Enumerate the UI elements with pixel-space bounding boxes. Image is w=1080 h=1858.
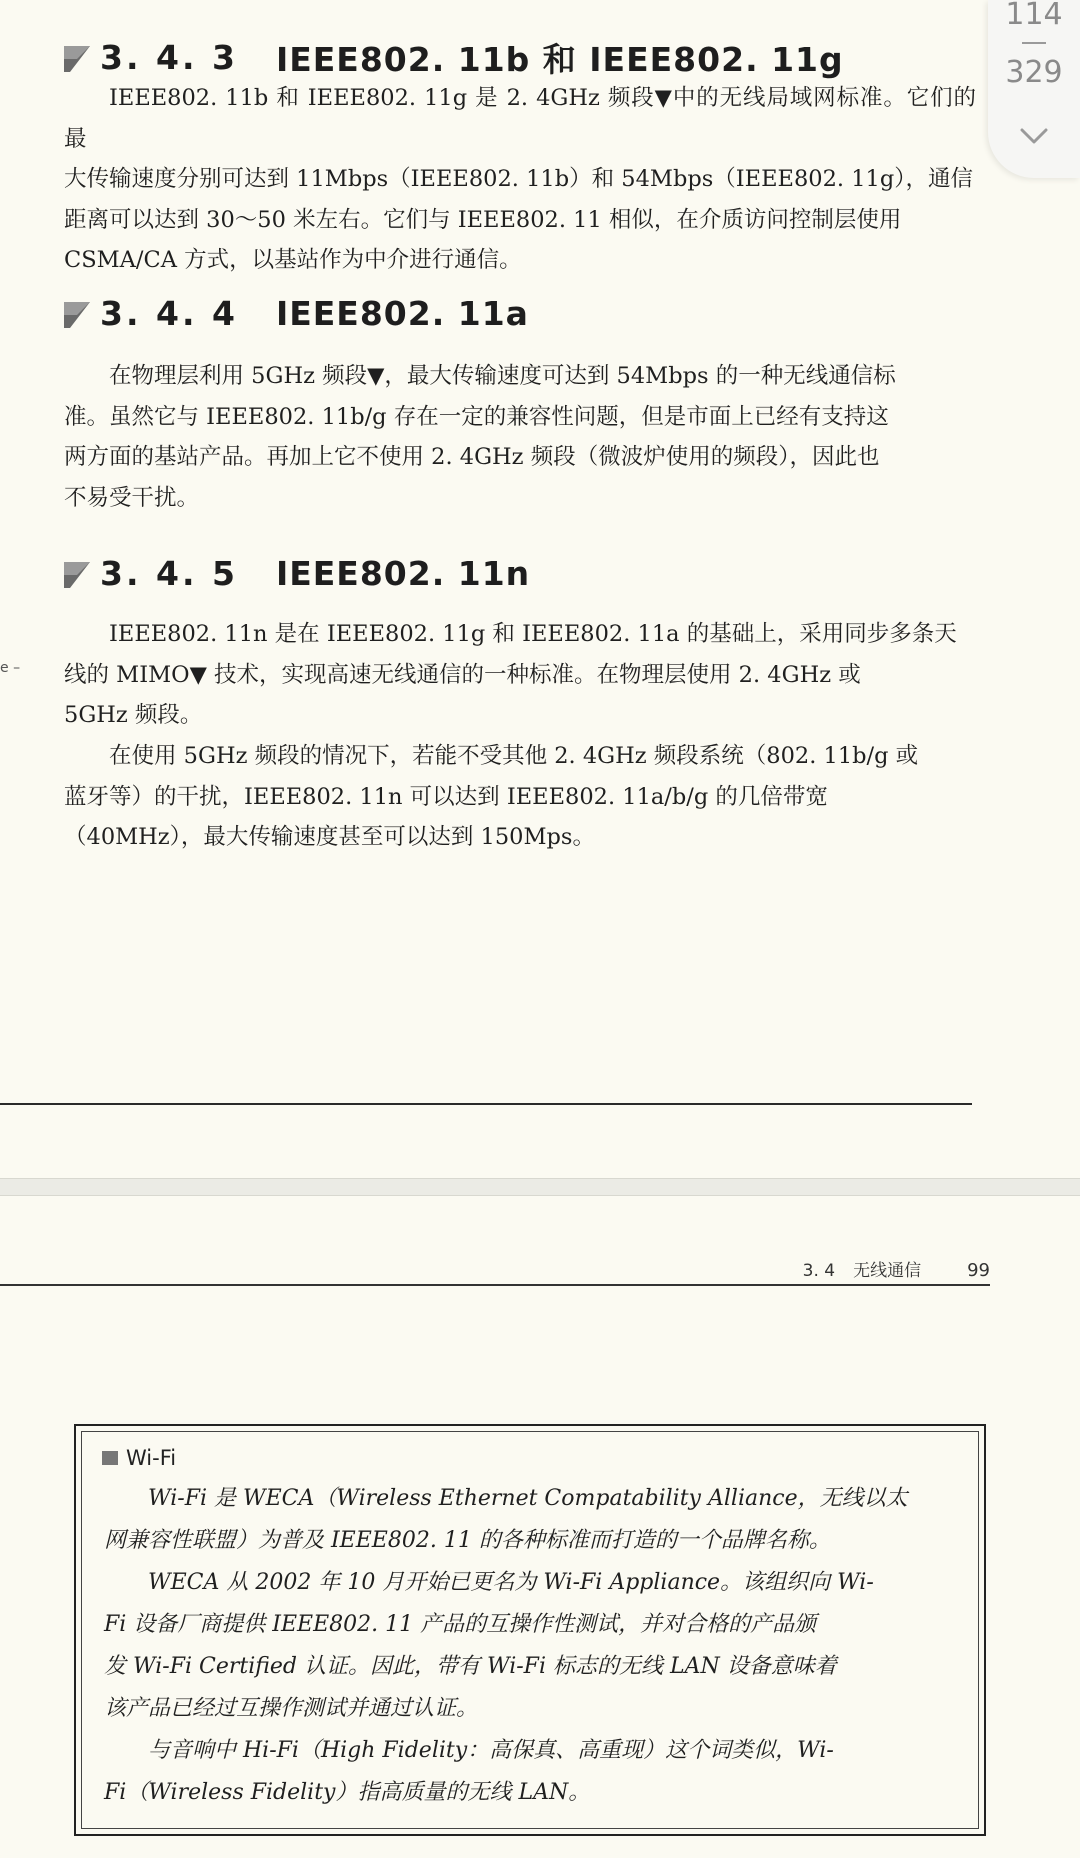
page-separator xyxy=(1022,42,1046,44)
text-line: 准。虽然它与 IEEE802. 11b/g 存在一定的兼容性问题，但是市面上已经有支持这 xyxy=(64,403,889,430)
paragraph xyxy=(64,736,976,858)
text-line: 在物理层利用 5GHz 频段▼，最大传输速度可达到 54Mbps 的一种无线通信标 xyxy=(109,363,896,389)
text-line: 5GHz 频段。 xyxy=(64,702,203,728)
note-box-wifi xyxy=(74,1424,986,1836)
header-rule xyxy=(0,1284,990,1286)
section-marker-icon xyxy=(64,302,90,328)
running-header-section: 3. 4 xyxy=(802,1261,836,1281)
text-line: （40MHz），最大传输速度甚至可以达到 150Mps。 xyxy=(64,824,595,850)
text-line: 网兼容性联盟）为普及 IEEE802. 11 的各种标准而打造的一个品牌名称。 xyxy=(104,1528,831,1553)
text-line: CSMA/CA 方式，以基站作为中介进行通信。 xyxy=(64,247,522,273)
current-page-number: 114 xyxy=(1005,0,1063,32)
text-line: Fi 设备厂商提供 IEEE802. 11 产品的互操作性测试，并对合格的产品颁 xyxy=(104,1612,817,1637)
note-title xyxy=(102,1446,176,1470)
text-line: 该产品已经过互操作测试并通过认证。 xyxy=(104,1696,479,1721)
section-marker-icon xyxy=(64,562,90,588)
paragraph xyxy=(64,78,976,281)
text-line: 不易受干扰。 xyxy=(64,484,200,511)
text-line: IEEE802. 11b 和 IEEE802. 11g 是 2. 4GHz 频段▼中的无线局域网标准。它们的最 xyxy=(64,85,976,152)
section-heading-3-4-5 xyxy=(64,554,530,593)
text-line: 距离可以达到 30～50 米左右。它们与 IEEE802. 11 相似，在介质访问控制层使用 xyxy=(64,206,902,233)
text-line: 在使用 5GHz 频段的情况下，若能不受其他 2. 4GHz 频段系统（802. 11b/g 或 xyxy=(109,743,919,769)
book-page-bottom xyxy=(0,1196,1080,1858)
paragraph xyxy=(64,614,976,736)
section-heading-3-4-4 xyxy=(64,294,529,333)
text-line: 两方面的基站产品。再加上它不使用 2. 4GHz 频段（微波炉使用的频段），因此也 xyxy=(64,444,880,470)
square-bullet-icon xyxy=(102,1451,118,1465)
section-title: IEEE802. 11b 和 IEEE802. 11g xyxy=(275,40,844,79)
text-line: WECA 从 2002 年 10 月开始已更名为 Wi-Fi Appliance。该组织向 Wi- xyxy=(148,1570,874,1595)
section-marker-icon xyxy=(64,46,90,72)
running-header xyxy=(803,1256,990,1281)
text-line: 蓝牙等）的干扰，IEEE802. 11n 可以达到 IEEE802. 11a/b/g 的几倍带宽 xyxy=(64,783,828,810)
running-header-page-number: 99 xyxy=(967,1260,990,1281)
section-title: IEEE802. 11n xyxy=(275,554,531,593)
text-line: 大传输速度分别可达到 11Mbps（IEEE802. 11b）和 54Mbps（IEEE802. 11g），通信 xyxy=(64,166,973,192)
section-number: 3. 4. 5 xyxy=(100,554,238,593)
text-line: 线的 MIMO▼ 技术，实现高速无线通信的一种标准。在物理层使用 2. 4GHz 或 xyxy=(64,661,861,688)
page-indicator[interactable] xyxy=(988,0,1080,178)
page-bottom-rule xyxy=(0,1103,972,1105)
text-line: Fi（Wireless Fidelity）指高质量的无线 LAN。 xyxy=(104,1780,591,1805)
text-line: 发 Wi-Fi Certified 认证。因此，带有 Wi-Fi 标志的无线 LAN 设备意味着 xyxy=(104,1654,837,1679)
total-pages: 329 xyxy=(1005,55,1063,90)
text-line: Wi-Fi 是 WECA（Wireless Ethernet Compatability Alliance，无线以太 xyxy=(148,1486,908,1511)
chevron-down-icon[interactable] xyxy=(1020,126,1048,146)
note-paragraph xyxy=(104,1730,952,1814)
section-number: 3. 4. 4 xyxy=(100,294,238,333)
margin-mark: e – xyxy=(0,660,21,676)
note-paragraph xyxy=(104,1562,952,1730)
section-number: 3. 4. 3 xyxy=(100,38,238,77)
note-paragraph xyxy=(104,1478,952,1562)
section-title: IEEE802. 11a xyxy=(275,294,529,333)
paragraph xyxy=(64,356,976,518)
text-line: 与音响中 Hi-Fi（High Fidelity：高保真、高重现）这个词类似，Wi- xyxy=(148,1738,834,1763)
section-heading-3-4-3 xyxy=(64,34,844,81)
page-gap xyxy=(0,1178,1080,1196)
running-header-title: 无线通信 xyxy=(853,1261,922,1281)
text-line: IEEE802. 11n 是在 IEEE802. 11g 和 IEEE802. 11a 的基础上，采用同步多条天 xyxy=(109,621,957,647)
note-title-text: Wi-Fi xyxy=(126,1446,177,1470)
